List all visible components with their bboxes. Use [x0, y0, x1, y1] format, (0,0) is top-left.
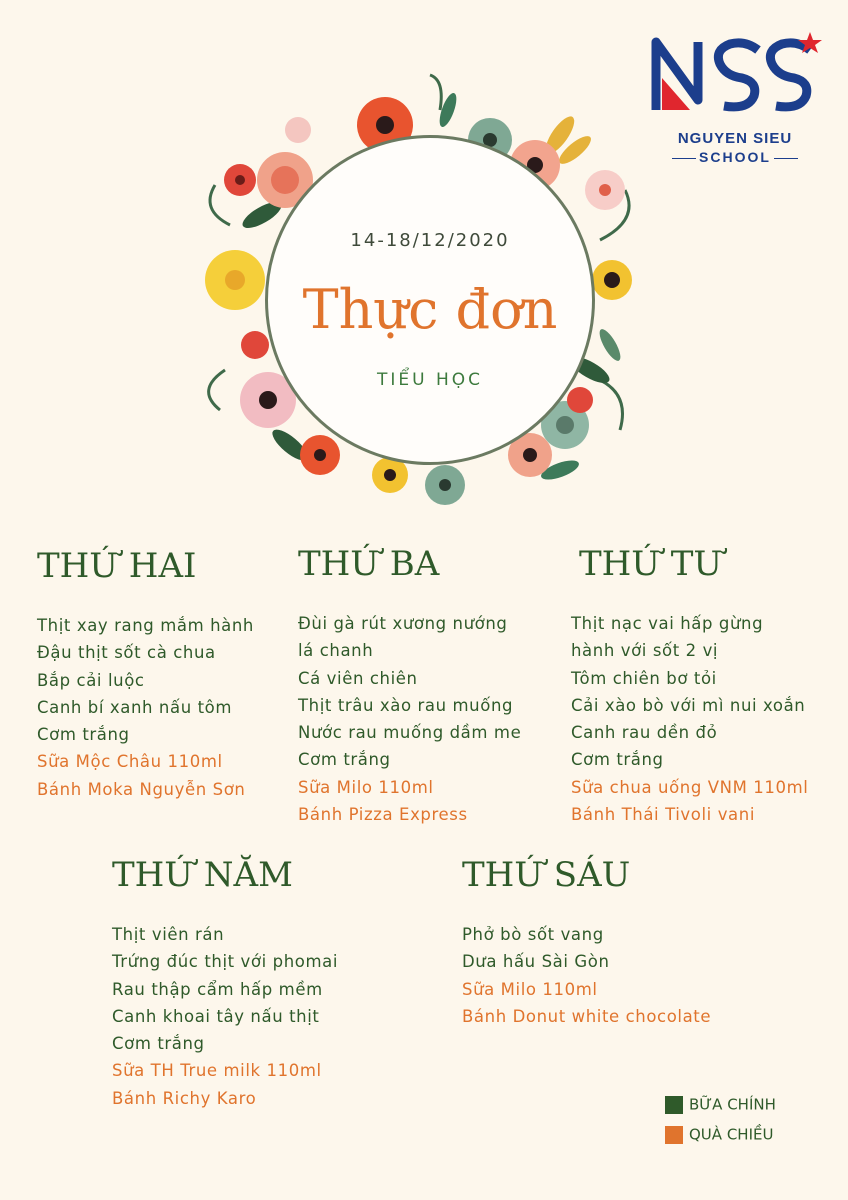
- menu-item-main: Cơm trắng: [37, 725, 130, 745]
- menu-item-main: Thịt xay rang mắm hành: [37, 616, 254, 635]
- school-logo: [650, 30, 825, 130]
- menu-item-snack: Bánh Moka Nguyễn Sơn: [37, 779, 246, 799]
- legend-label-snack: QUÀ CHIỀU: [689, 1125, 774, 1144]
- menu-item-main: Dưa hấu Sài Gòn: [462, 952, 610, 972]
- menu-list: [571, 610, 808, 828]
- menu-list: [298, 610, 521, 828]
- menu-item-main: hành với sốt 2 vị: [571, 641, 719, 661]
- menu-list: [112, 921, 338, 1112]
- menu-item-main: Tôm chiên bơ tỏi: [571, 668, 717, 688]
- day-tuesday: [298, 544, 521, 828]
- day-title: THỨ BA: [298, 544, 440, 584]
- legend-main: [665, 1094, 776, 1114]
- day-wednesday: [571, 544, 808, 828]
- menu-item-main: Cơm trắng: [112, 1034, 205, 1054]
- menu-item-main: Canh rau dền đỏ: [571, 723, 718, 743]
- day-title: THỨ TƯ: [579, 544, 723, 584]
- menu-item-main: Thịt trâu xào rau muống: [298, 695, 514, 715]
- logo-text-line1: NGUYEN SIEU: [677, 130, 793, 147]
- menu-item-snack: Bánh Donut white chocolate: [462, 1006, 712, 1026]
- logo-rule-right: [774, 158, 798, 159]
- day-monday: [37, 546, 254, 803]
- menu-item-main: Phở bò sốt vang: [462, 925, 604, 944]
- date-range: 14-18/12/2020: [350, 230, 510, 251]
- menu-item-snack: Sữa chua uống VNM 110ml: [571, 777, 809, 797]
- page-title: Thực đơn: [302, 278, 558, 341]
- day-title: THỨ HAI: [37, 546, 197, 586]
- legend-swatch-snack: [665, 1126, 683, 1144]
- menu-item-snack: Bánh Richy Karo: [112, 1088, 257, 1108]
- menu-item-main: Đùi gà rút xương nướng: [298, 614, 508, 633]
- legend-snack: [665, 1124, 773, 1144]
- menu-item-snack: Sữa Milo 110ml: [462, 979, 598, 999]
- menu-item-main: Cá viên chiên: [298, 668, 418, 688]
- menu-item-main: Đậu thịt sốt cà chua: [37, 643, 216, 663]
- menu-item-main: Thịt nạc vai hấp gừng: [571, 614, 764, 633]
- menu-item-main: Canh khoai tây nấu thịt: [112, 1006, 320, 1026]
- menu-item-main: Rau thập cẩm hấp mềm: [112, 979, 323, 999]
- menu-item-snack: Bánh Thái Tivoli vani: [571, 805, 756, 825]
- menu-item-main: Cơm trắng: [571, 750, 664, 770]
- day-title: THỨ NĂM: [112, 855, 293, 895]
- menu-item-main: Trứng đúc thịt với phomai: [112, 952, 339, 972]
- logo-text-line2: SCHOOL: [699, 149, 771, 165]
- menu-item-snack: Sữa Mộc Châu 110ml: [37, 752, 223, 772]
- menu-list: [462, 921, 711, 1030]
- menu-item-main: Thịt viên rán: [112, 925, 225, 944]
- legend-label-main: BỮA CHÍNH: [689, 1095, 776, 1114]
- menu-item-main: Canh bí xanh nấu tôm: [37, 697, 233, 717]
- menu-list: [37, 612, 254, 803]
- legend-swatch-main: [665, 1096, 683, 1114]
- menu-item-snack: Bánh Pizza Express: [298, 805, 468, 825]
- logo-mark: [656, 42, 810, 110]
- day-title: THỨ SÁU: [462, 855, 631, 895]
- menu-item-snack: Sữa Milo 110ml: [298, 777, 434, 797]
- menu-item-main: Bắp cải luộc: [37, 670, 145, 690]
- day-friday: [462, 855, 711, 1030]
- day-thursday: [112, 855, 338, 1112]
- menu-item-main: lá chanh: [298, 641, 374, 661]
- page-subtitle: TIỂU HỌC: [376, 370, 484, 390]
- menu-item-main: Cải xào bò với mì nui xoắn: [571, 695, 806, 715]
- menu-item-snack: Sữa TH True milk 110ml: [112, 1061, 322, 1081]
- menu-item-main: Cơm trắng: [298, 750, 391, 770]
- menu-item-main: Nước rau muống dầm me: [298, 723, 522, 743]
